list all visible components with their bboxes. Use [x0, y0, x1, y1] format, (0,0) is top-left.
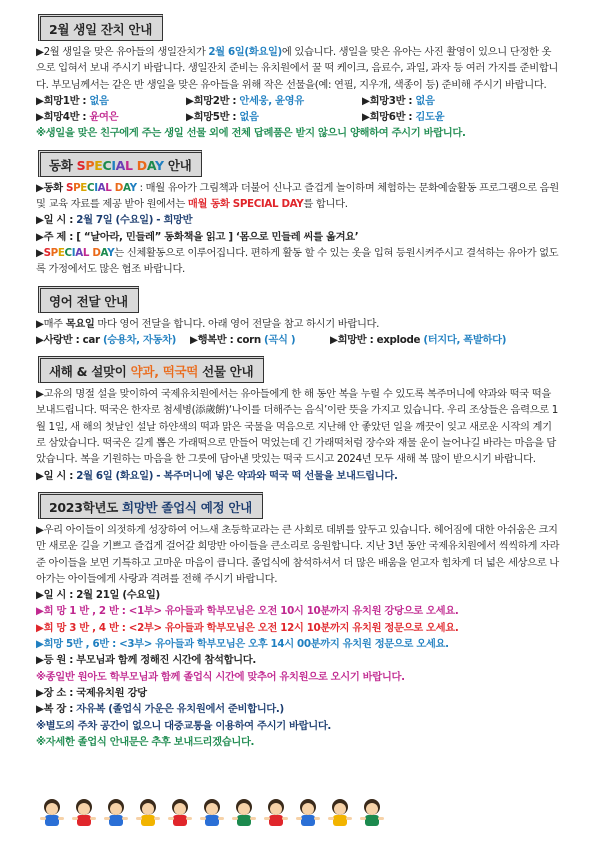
graduation-date: ▶일 시 : 2월 21일 (수요일)	[36, 589, 160, 602]
kid-icon	[134, 796, 162, 830]
graduation-note-1: ※종일반 원아도 학부모님과 함께 졸업식 시간에 맞추어 유치원으로 오시기 바랍니다.	[36, 670, 405, 683]
kid-icon	[326, 796, 354, 830]
kid-icon	[166, 796, 194, 830]
special-day-section	[36, 150, 560, 278]
birthday-note: ※생일을 맞은 친구에게 주는 생일 선물 외에 전체 답례품은 받지 않으니 양해하여 주시기 바랍니다.	[36, 127, 466, 140]
graduation-attendance: ▶등 원 : 부모님과 함께 정해진 시간에 참석합니다.	[36, 654, 256, 667]
kid-icon	[70, 796, 98, 830]
special-day-note: ▶SPECIAL DAY는 신체활동으로 이루어집니다. 편하게 활동 할 수 있는 옷을 입혀 등원시켜주시고 결석하는 유아가 없도록 가정에서도 많은 협조 바랍니다.	[36, 246, 559, 276]
graduation-section	[36, 492, 560, 750]
kid-icon	[198, 796, 226, 830]
new-year-header: 새해 & 설맞이 약과, 떡국떡 선물 안내	[38, 356, 264, 383]
birthday-header: 2월 생일 잔치 안내	[38, 14, 163, 41]
kid-icon	[294, 796, 322, 830]
birthday-row-1: ▶희망1반 : 없음 ▶희망2반 : 안세웅, 윤영유 ▶희망3반 : 없음	[36, 94, 435, 107]
kid-icon	[358, 796, 386, 830]
english-section	[36, 286, 560, 349]
english-paragraph: ▶매주 목요일 마다 영어 전달을 합니다. 아래 영어 전달을 참고 하시기 바랍니다.	[36, 317, 380, 330]
special-day-rainbow: SPECIAL DAY	[76, 157, 164, 173]
birthday-date: 2월 6일(화요일)	[208, 46, 282, 58]
graduation-paragraph: ▶우리 아이들이 의젓하게 성장하여 어느새 초등학교라는 큰 사회로 데뷔를 앞두고 있습니다. 헤어짐에 대한 아쉬움은 크지만 새로운 길을 기쁘고 즐겁게 걸어갈 희망반 아이들을 큰소리로 응원합니다. 지난 3년 동안 국제유치원에서 씩씩하게 자라준 아이들을 보면 기특하고 고마운 마음이 큽니다. 졸업식에 참석하셔서 더 많은 배움을 얻고자 힘차게 더 넓은 세상으로 나아가는 아이들에게 사랑과 격려를 전해 주시기 바랍니다.	[36, 523, 560, 585]
special-day-date: ▶일 시 : 2월 7일 (수요일) - 희망반	[36, 214, 193, 227]
graduation-note-2: ※별도의 주차 공간이 없으니 대중교통을 이용하여 주시기 바랍니다.	[36, 719, 331, 732]
graduation-group-3: ▶희망 5반 , 6반 : <3부> 유아들과 학부모님은 오후 14시 00분까지 유치원 정문으로 오세요.	[36, 638, 449, 651]
birthday-row-2: ▶희망4반 : 윤여은 ▶희망5반 : 없음 ▶희망6반 : 김도윤	[36, 111, 445, 124]
english-words: ▶사랑반 : car (승용차, 자동차) ▶행복반 : corn (곡식 ) ▶희망반 : explode (터지다, 폭발하다)	[36, 333, 507, 346]
new-year-paragraph: ▶고유의 명절 설을 맞이하여 국제유치원에서는 유아들에게 한 해 동안 복을 누릴 수 있도록 복주머니에 약과와 떡국 떡을 보내드립니다. 떡국은 한자로 첨세병(添歲餠)‘나이를 더해주는 음식’이란 뜻을 가지고 있습니다. 우리 조상들은 음력으로 1월 1일, 새 해의 첫날인 설날 하얀색의 떡과 맑은 국물을 먹음으로 지난해 안 좋았던 일을 깨끗이 잊고 새로운 시작의 계기로 삼았습니다. 떡국은 길게 뽑은 가래떡으로 만들어 먹었는데 긴 가래떡처럼 장수와 재물 운이 늘어나길 바라는 마음을 담았습니다. 복을 기원하는 마음을 한 그릇에 담아낸 맛있는 떡국 드시고 2024년 모두 새해 복 많이 받으시기 바랍니다.	[36, 388, 558, 466]
special-day-header: 동화 SPECIAL DAY 안내	[38, 150, 202, 177]
kid-icon	[262, 796, 290, 830]
kid-icon	[102, 796, 130, 830]
special-day-topic: ▶주 제 : [ “날아라, 민들레” 동화책을 읽고 ] ‘몸으로 민들레 씨를 옮겨요’	[36, 230, 359, 243]
graduation-dress: ▶복 장 : 자유복 (졸업식 가운은 유치원에서 준비합니다.)	[36, 703, 284, 716]
special-day-paragraph: ▶동화 SPECIAL DAY : 매월 유아가 그림책과 더불어 신나고 즐겁게 놀이하며 체험하는 문화예술활동 프로그램으로 음원 및 교육 자료를 제공 받아 원에서는 매월 동화 SPECIAL DAY를 합니다.	[36, 181, 559, 211]
new-year-date: ▶일 시 : 2월 6일 (화요일) - 복주머니에 넣은 약과와 떡국 떡 선물을 보내드립니다.	[36, 469, 398, 482]
birthday-paragraph: ▶2월 생일을 맞은 유아들의 생일잔치가 2월 6일(화요일)에 있습니다. 생일을 맞은 유아는 사진 촬영이 있으니 단정한 옷으로 입혀서 보내 주시기 바랍니다. 생일잔치 준비는 유치원에서 꿀 떡 케이크, 음료수, 과일, 과자 등 여러 가지를 준비합니다. 부모님께서는 같은 반 생일을 맞은 유아들을 위해 작은 선물을(예: 연필, 지우개, 색종이 등) 준비해 주시기 바랍니다.	[36, 46, 559, 91]
kids-decoration	[38, 796, 386, 830]
kid-icon	[230, 796, 258, 830]
new-year-section	[36, 356, 560, 484]
graduation-group-2: ▶희 망 3 반 , 4 반 : <2부> 유아들과 학부모님은 오전 12시 10분까지 유치원 정문으로 오세요.	[36, 621, 459, 634]
graduation-header: 2023학년도 희망반 졸업식 예정 안내	[38, 492, 263, 519]
graduation-note-3: ※자세한 졸업식 안내문은 추후 보내드리겠습니다.	[36, 735, 255, 748]
english-header: 영어 전달 안내	[38, 286, 139, 313]
graduation-place: ▶장 소 : 국제유치원 강당	[36, 686, 147, 699]
graduation-group-1: ▶희 망 1 반 , 2 반 : <1부> 유아들과 학부모님은 오전 10시 10분까지 유치원 강당으로 오세요.	[36, 605, 459, 618]
birthday-section	[36, 14, 560, 142]
kid-icon	[38, 796, 66, 830]
